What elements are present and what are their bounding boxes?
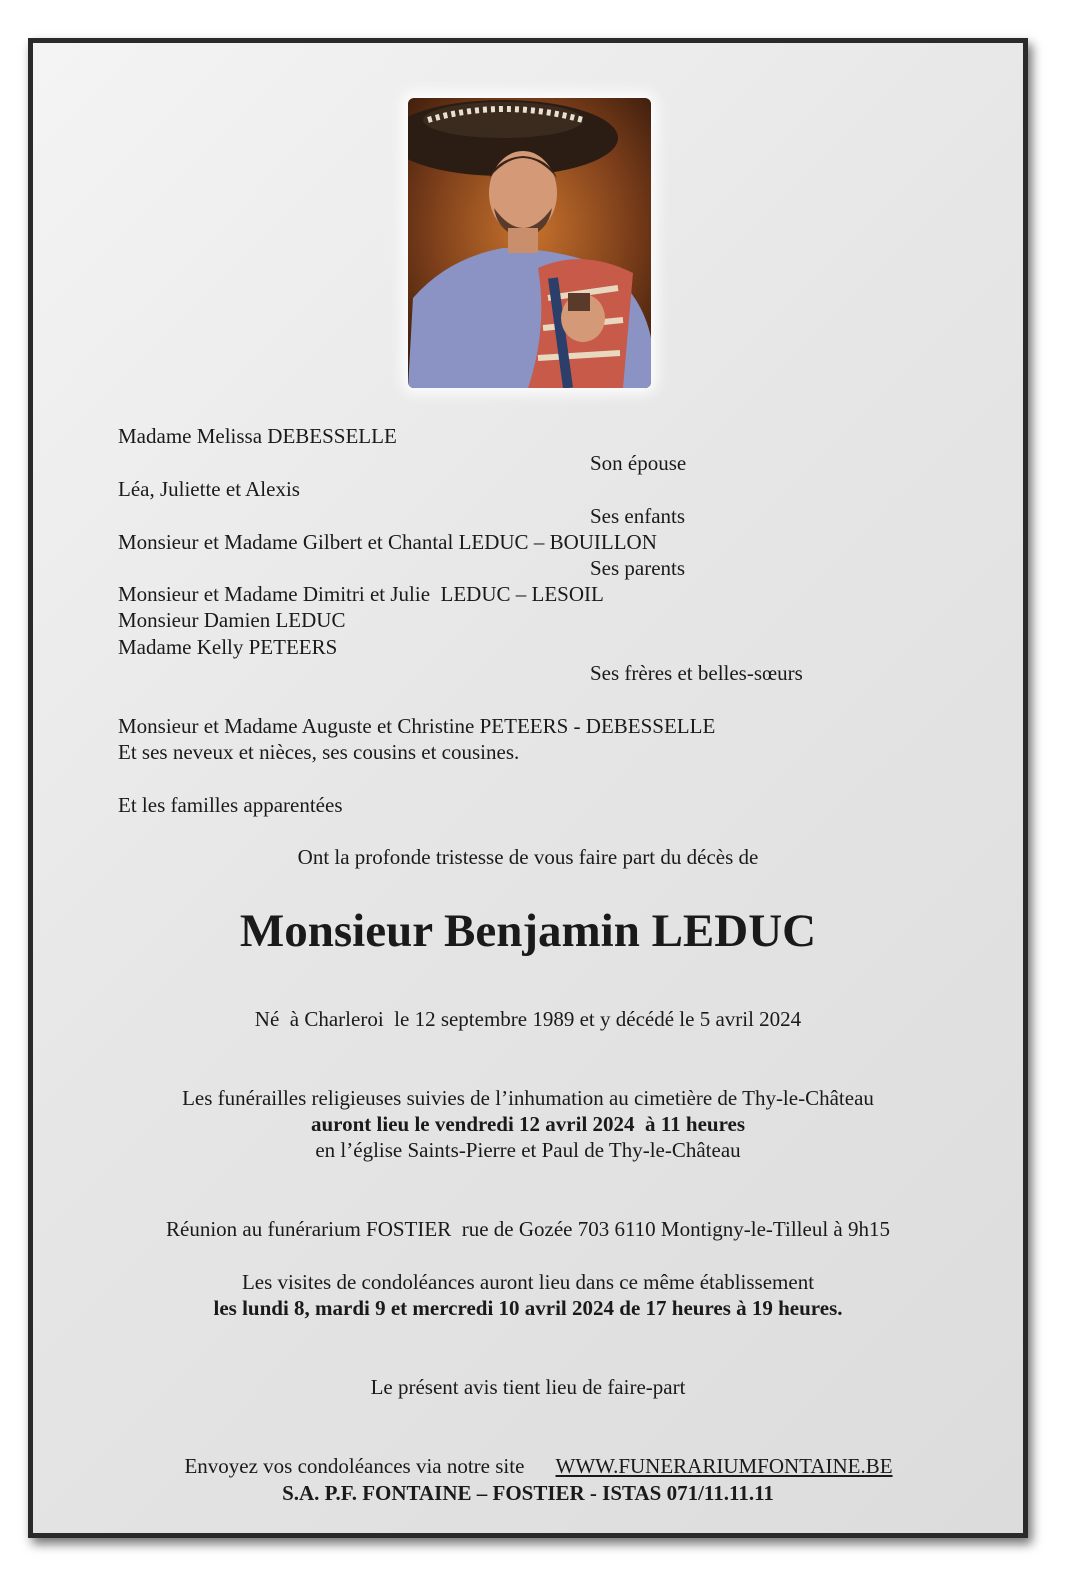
family-member-line: Monsieur et Madame Dimitri et Julie LEDUC – LESOIL bbox=[118, 582, 604, 606]
funeral-line-2: auront lieu le vendredi 12 avril 2024 à 11 heures bbox=[310, 1112, 746, 1136]
funeral-line-1: Les funérailles religieuses suivies de l’inhumation au cimetière de Thy-le-Château bbox=[182, 1086, 874, 1110]
announcement-text: Ont la profonde tristesse de vous faire part du décès de bbox=[297, 845, 759, 869]
family-member-line: Monsieur et Madame Gilbert et Chantal LEDUC – BOUILLON bbox=[118, 530, 657, 554]
family-member-line: Monsieur Damien LEDUC bbox=[118, 608, 346, 632]
condolences-text: Envoyez vos condoléances via notre site bbox=[184, 1454, 525, 1478]
deceased-name: Monsieur Benjamin LEDUC bbox=[239, 905, 817, 957]
visits-line-2: les lundi 8, mardi 9 et mercredi 10 avril 2024 de 17 heures à 19 heures. bbox=[213, 1296, 843, 1320]
funeral-line-3: en l’église Saints-Pierre et Paul de Thy-le-Château bbox=[315, 1138, 741, 1162]
meeting-text: Réunion au funérarium FOSTIER rue de Gozée 703 6110 Montigny-le-Tilleul à 9h15 bbox=[166, 1217, 890, 1241]
family-member-line: Et les familles apparentées bbox=[118, 793, 343, 817]
family-member-line: Monsieur et Madame Auguste et Christine PETEERS - DEBESSELLE bbox=[118, 714, 716, 738]
family-member-line: Madame Kelly PETEERS bbox=[118, 635, 338, 659]
visits-line-1: Les visites de condoléances auront lieu dans ce même établissement bbox=[241, 1270, 815, 1294]
relation-label: Ses enfants bbox=[590, 504, 686, 528]
relation-label: Ses parents bbox=[590, 556, 686, 580]
family-member-line: Madame Melissa DEBESSELLE bbox=[118, 424, 397, 448]
notice-text: Le présent avis tient lieu de faire-part bbox=[370, 1375, 686, 1399]
obituary-card bbox=[28, 38, 1028, 1538]
website-link[interactable]: WWW.FUNERARIUMFONTAINE.BE bbox=[555, 1454, 893, 1478]
family-member-line: Et ses neveux et nièces, ses cousins et cousines. bbox=[118, 740, 520, 764]
footer-contact: S.A. P.F. FONTAINE – FOSTIER - ISTAS 071/11.11.11 bbox=[282, 1481, 774, 1505]
relation-label: Son épouse bbox=[590, 451, 687, 475]
relation-label: Ses frères et belles-sœurs bbox=[590, 661, 803, 685]
family-member-line: Léa, Juliette et Alexis bbox=[118, 477, 300, 501]
birth-death-text: Né à Charleroi le 12 septembre 1989 et y décédé le 5 avril 2024 bbox=[254, 1007, 802, 1031]
deceased-photo bbox=[408, 98, 651, 388]
